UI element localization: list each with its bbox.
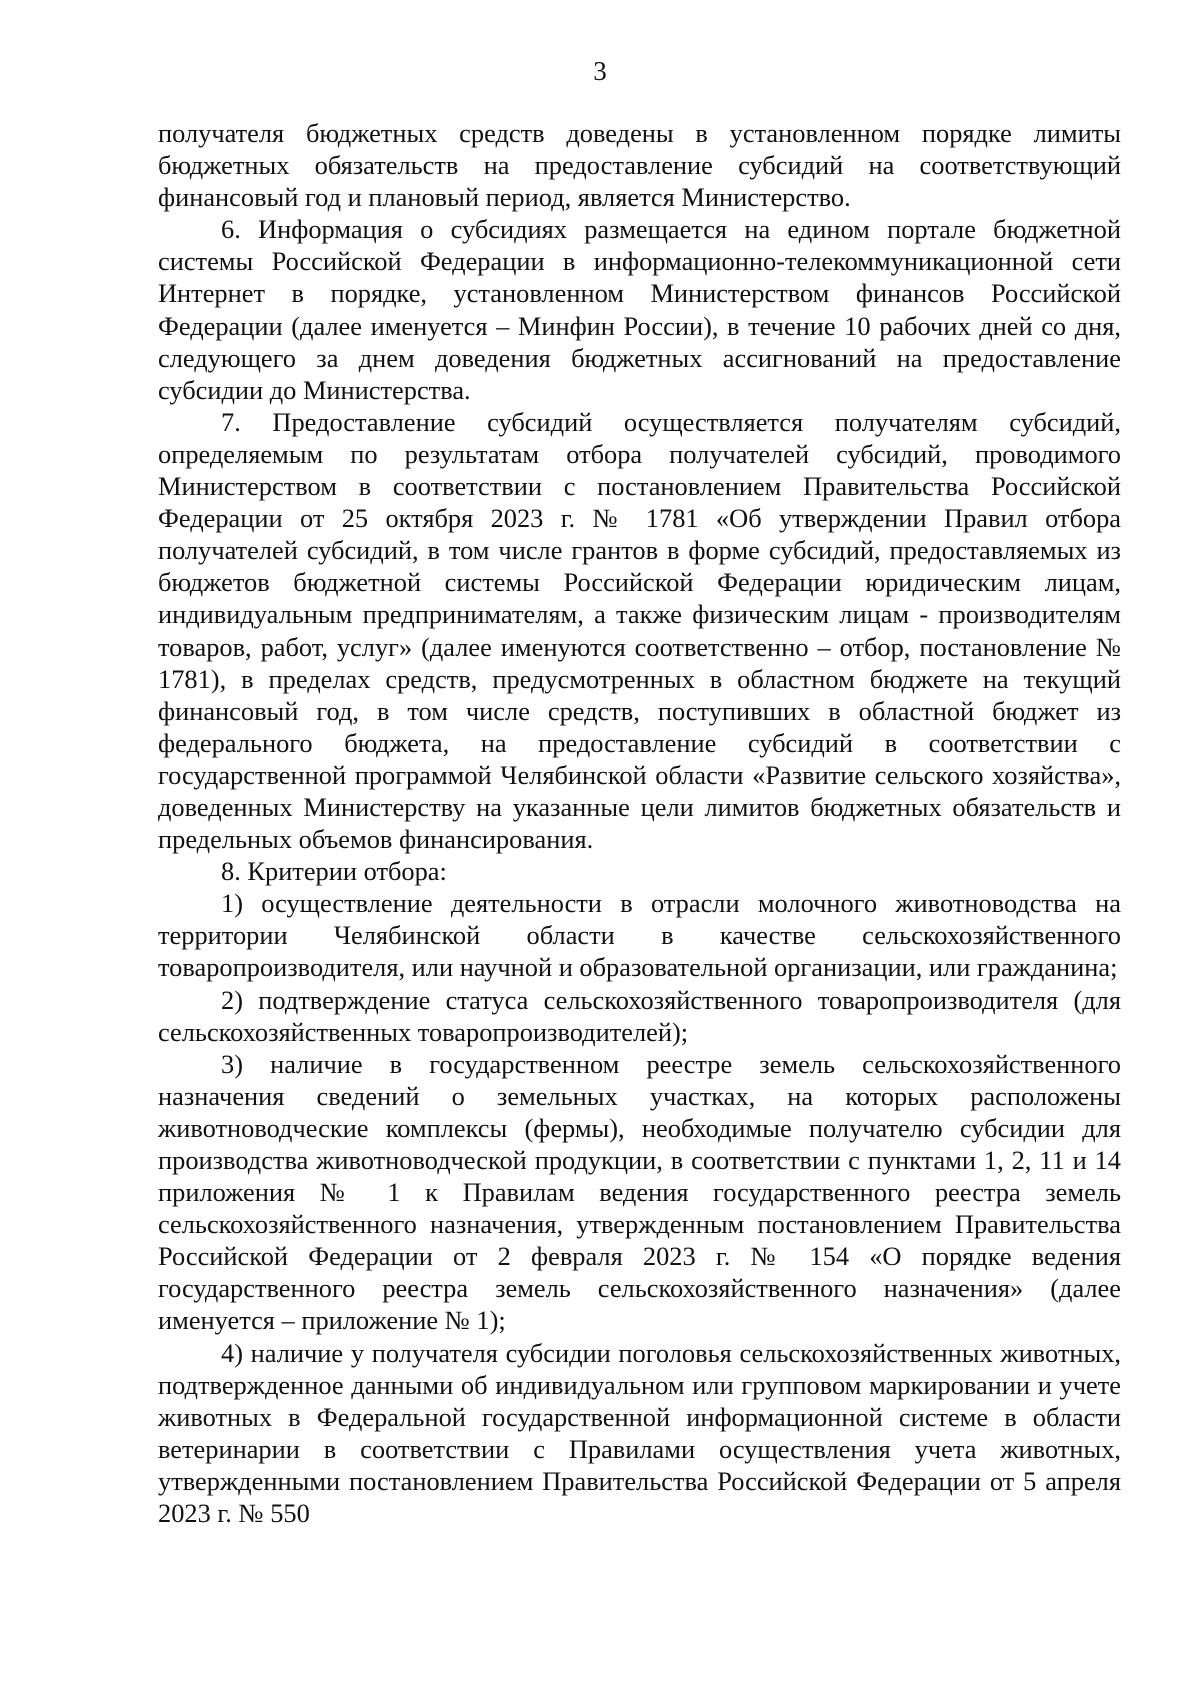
criterion-4: 4) наличие у получателя субсидии поголовья сельскохозяйственных животных, подтвержденное данными об индивидуальном или групповом маркировании и учете животных в Федеральной государственной информационной системе в области ветеринарии в соответствии с Правилами осуществления учета животных, утвержденными постановлением Правительства Российской Федерации от 5 апреля 2023 г. № 550 xyxy=(158,1337,1121,1529)
paragraph-item-7: 7. Предоставление субсидий осуществляется получателям субсидий, определяемым по результатам отбора получателей субсидий, проводимого Министерством в соответствии с постановлением Правительства Российской Федерации от 25 октября 2023 г. № 1781 «Об утверждении Правил отбора получателей субсидий, в том числе грантов в форме субсидий, предоставляемых из бюджетов бюджетной системы Российской Федерации юридическим лицам, индивидуальным предпринимателям, а также физическим лицам - производителям товаров, работ, услуг» (далее именуются соответственно – отбор, постановление № 1781), в пределах средств, предусмотренных в областном бюджете на текущий финансовый год, в том числе средств, поступивших в областной бюджет из федерального бюджета, на предоставление субсидий в соответствии с государственной программой Челябинской области «Развитие сельского хозяйства», доведенных Министерству на указанные цели лимитов бюджетных обязательств и предельных объемов финансирования. xyxy=(158,406,1121,855)
criterion-3: 3) наличие в государственном реестре земель сельскохозяйственного назначения сведений о земельных участках, на которых расположены животноводческие комплексы (фермы), необходимые получателю субсидии для производства животноводческой продукции, в соответствии с пунктами 1, 2, 11 и 14 приложения № 1 к Правилам ведения государственного реестра земель сельскохозяйственного назначения, утвержденным постановлением Правительства Российской Федерации от 2 февраля 2023 г. № 154 «О порядке ведения государственного реестра земель сельскохозяйственного назначения» (далее именуется – приложение № 1); xyxy=(158,1048,1121,1336)
paragraph-item-8-heading: 8. Критерии отбора: xyxy=(221,856,447,887)
criterion-2: 2) подтверждение статуса сельскохозяйственного товаропроизводителя (для сельскохозяйственных товаропроизводителей); xyxy=(158,984,1121,1047)
document-body xyxy=(158,117,1121,1529)
criterion-1: 1) осуществление деятельности в отрасли молочного животноводства на территории Челябинской области в качестве сельскохозяйственного товаропроизводителя, или научной и образовательной организации, или гражданина; xyxy=(158,888,1121,983)
page-number: 3 xyxy=(593,56,607,86)
paragraph-item-6: 6. Информация о субсидиях размещается на едином портале бюджетной системы Российской Федерации в информационно-телекоммуникационной сети Интернет в порядке, установленном Министерством финансов Российской Федерации (далее именуется – Минфин России), в течение 10 рабочих дней со дня, следующего за днем доведения бюджетных ассигнований на предоставление субсидии до Министерства. xyxy=(158,214,1121,405)
paragraph-continuation: получателя бюджетных средств доведены в установленном порядке лимиты бюджетных обязательств на предоставление субсидий на соответствующий финансовый год и плановый период, является Министерство. xyxy=(158,118,1121,213)
